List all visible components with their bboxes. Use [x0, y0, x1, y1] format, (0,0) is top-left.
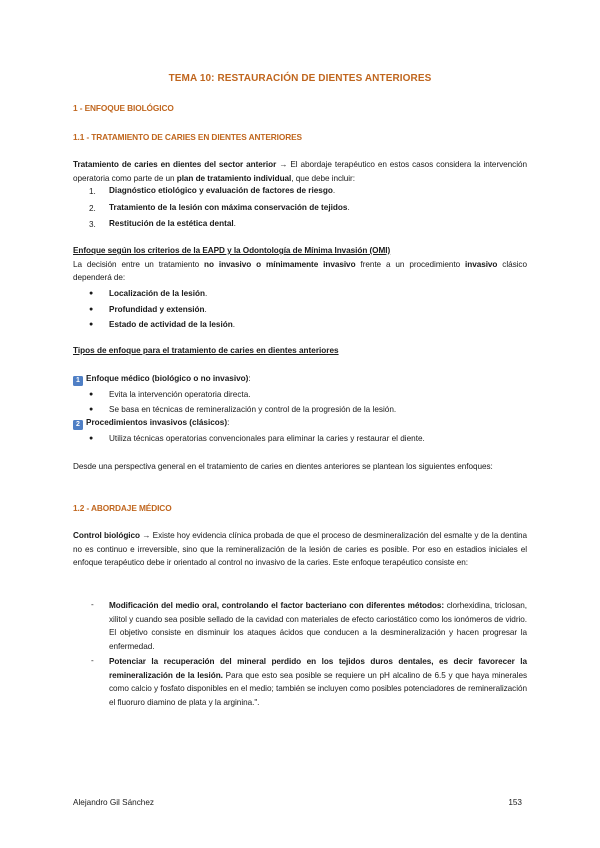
item-text: . [205, 289, 208, 298]
text: frente a un procedimiento [355, 259, 466, 269]
item-bold: Modificación del medio oral, controlando el factor bacteriano con diferentes métodos: [109, 601, 445, 610]
item-text: . [204, 305, 207, 314]
section-heading-1-2: 1.2 - ABORDAJE MÉDICO [73, 503, 172, 513]
item-text: . [332, 186, 336, 195]
page-number: 153 [508, 798, 522, 807]
list-number: 3. [89, 220, 96, 229]
item-text: clorhexidina, triclosan, xilitol y cuando sea posible sellado de la cavidad con materiales de efecto cariostático como los ionómeros de vidrio. El objetivo consiste en disminuir los ataques ácidos que conducen a la desmineralización y hacen progresar la enfermedad. [109, 601, 527, 651]
list-item [109, 303, 207, 317]
list-number: 2. [89, 204, 96, 213]
list-item [109, 201, 350, 215]
paragraph-treatment [73, 158, 527, 185]
term: invasivo [465, 259, 498, 269]
arrow: → [276, 160, 291, 169]
bullet: ● [89, 406, 94, 413]
page-title: TEMA 10: RESTAURACIÓN DE DIENTES ANTERIORES [168, 73, 432, 84]
colon: : [227, 418, 230, 427]
text: Existe hoy evidencia clínica probada de que el proceso de desmineralización del esmalte y de la dentina no es continuo e irreversible, sino que la remineralización de la lesión de caries es posible. Por eso en estadios iniciales el enfoque terapéutico debe ir orientado al control no invasivo de la caries. Este enfoque terapéutico consiste en: [73, 531, 527, 567]
text: La decisión entre un tratamiento [73, 259, 205, 269]
approach-2 [73, 416, 229, 430]
list-item [109, 184, 335, 198]
item-text: . [232, 320, 236, 329]
dash-marker: - [91, 656, 94, 665]
item-text: . [233, 219, 236, 228]
list-number: 1. [89, 187, 96, 196]
bullet: ● [89, 435, 94, 442]
approach-title: Procedimientos invasivos (clásicos) [86, 418, 228, 427]
item-bold: Estado de actividad de la lesión [109, 320, 233, 329]
item-bold: Restitución de la estética dental [109, 219, 234, 228]
plan-term: plan de tratamiento individual [176, 173, 292, 183]
paragraph-biological-control [73, 529, 527, 570]
item-text: . [347, 203, 350, 212]
paragraph-eapd [73, 244, 527, 285]
treatment-term: Tratamiento de caries en dientes del sector anterior [73, 160, 277, 169]
list-item [109, 599, 527, 653]
bullet: ● [89, 290, 94, 297]
arrow: → [139, 531, 153, 540]
bullet: ● [89, 321, 94, 328]
term: no invasivo o mínimamente invasivo [204, 259, 356, 269]
item-bold: Profundidad y extensión [109, 305, 205, 314]
bullet: ● [89, 306, 94, 313]
dash-marker: - [91, 600, 94, 609]
heading-text: Tipos de enfoque para el tratamiento de caries en dientes anteriores [73, 346, 339, 355]
item-bold: Potenciar la recuperación del mineral perdido en los tejidos duros dentales, es decir favorecer la remineralización de la lesión. [109, 657, 527, 680]
number-1-icon: 1 [73, 376, 83, 386]
section-heading-1: 1 - ENFOQUE BIOLÓGICO [73, 103, 174, 113]
list-item: Evita la intervención operatoria directa. [109, 390, 251, 399]
bullet: ● [89, 391, 94, 398]
list-item [109, 655, 527, 709]
list-item: Utiliza técnicas operatorias convencionales para eliminar la caries y restaurar el diente. [109, 434, 425, 443]
footer-author: Alejandro Gil Sánchez [73, 798, 155, 807]
term: Control biológico [73, 531, 140, 540]
item-bold: Diagnóstico etiológico y evaluación de factores de riesgo [109, 186, 333, 195]
item-bold: Tratamiento de la lesión con máxima conservación de tejidos [109, 203, 348, 212]
colon: : [248, 374, 251, 383]
item-text: Para que esto sea posible se requiere un pH alcalino de 6.5 y que haya minerales como calcio y fosfato disponibles en el medio; también se incluyen como posibles potenciadores de remineralización el fluoruro diamino de plata y la arginina.". [109, 670, 527, 707]
list-item [109, 287, 207, 301]
paragraph-perspective: Desde una perspectiva general en el tratamiento de caries en dientes anteriores se plantean los siguientes enfoques: [73, 462, 493, 471]
approach-types-heading [73, 344, 339, 358]
list-item [109, 217, 236, 231]
eapd-heading: Enfoque según los criterios de la EAPD y la Odontología de Mínima Invasión (OMI) [73, 246, 391, 255]
text: clásico dependerá de: [73, 259, 527, 282]
text: , que debe incluir: [291, 173, 355, 183]
list-item [109, 318, 235, 332]
section-heading-1-1: 1.1 - TRATAMIENTO DE CARIES EN DIENTES ANTERIORES [73, 132, 302, 142]
number-2-icon: 2 [73, 420, 83, 430]
list-item: Se basa en técnicas de remineralización y control de la progresión de la lesión. [109, 405, 397, 414]
approach-1 [73, 372, 251, 386]
item-bold: Localización de la lesión [109, 289, 206, 298]
text: El abordaje terapéutico en estos casos considera la intervención operatoria como parte de un [73, 160, 527, 183]
approach-title: Enfoque médico (biológico o no invasivo) [86, 374, 249, 383]
